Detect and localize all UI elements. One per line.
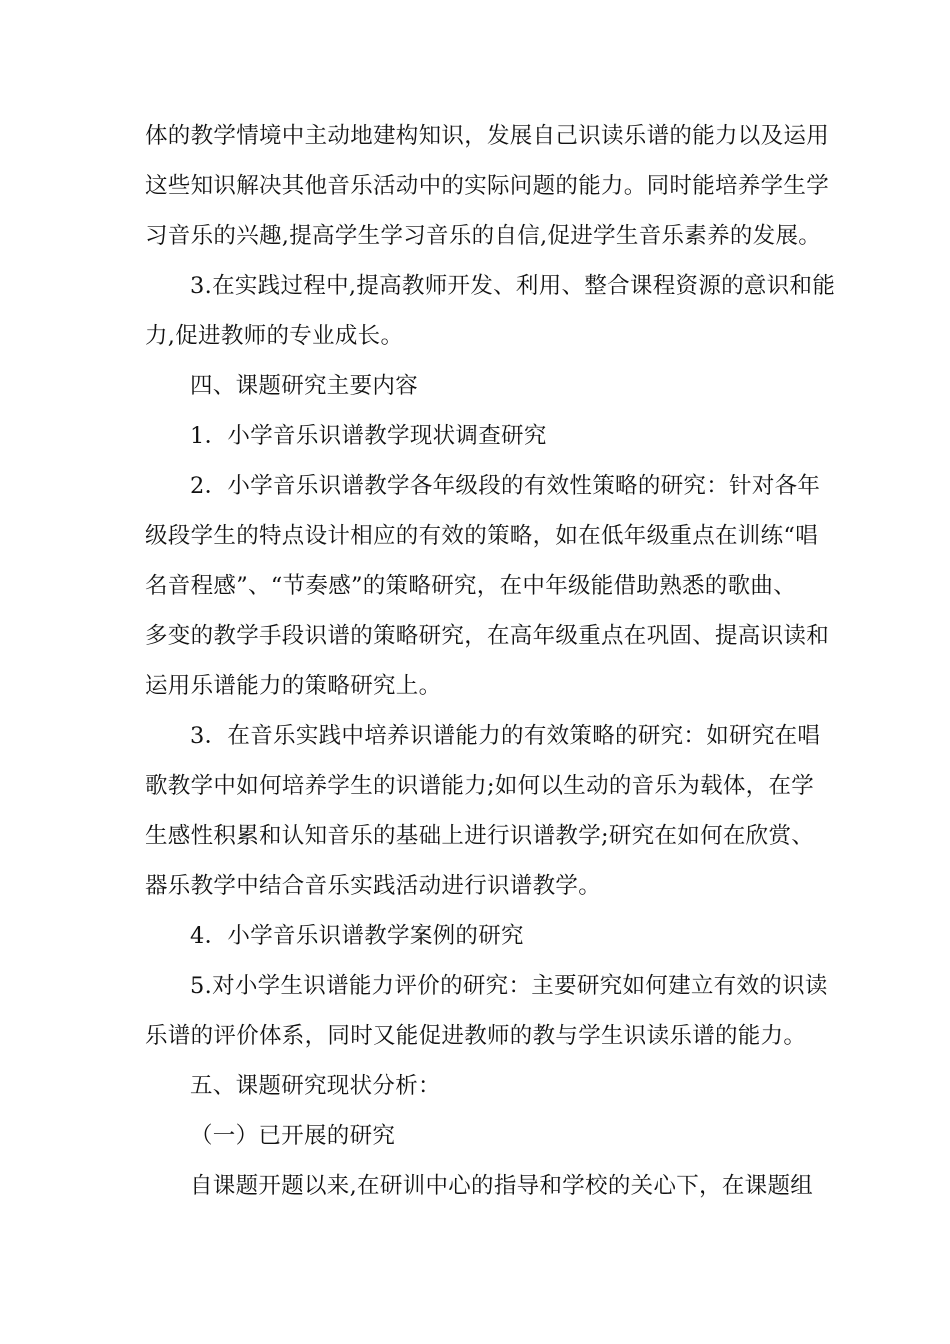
text-line-9: 级段学生的特点设计相应的有效的策略，如在低年级重点在训练“唱 bbox=[145, 523, 819, 549]
text-line-17: 4．小学音乐识谱教学案例的研究 bbox=[190, 923, 524, 949]
text-line-18: 5.对小学生识谱能力评价的研究：主要研究如何建立有效的识读 bbox=[190, 973, 828, 999]
section-heading-4: 四、课题研究主要内容 bbox=[190, 373, 419, 399]
text-line-14: 歌教学中如何培养学生的识谱能力;如何以生动的音乐为载体，在学 bbox=[145, 773, 815, 799]
text-line-1: 体的教学情境中主动地建构知识，发展自己识读乐谱的能力以及运用 bbox=[145, 123, 830, 149]
text-line-13: 3．在音乐实践中培养识谱能力的有效策略的研究：如研究在唱 bbox=[190, 723, 821, 749]
text-line-8: 2．小学音乐识谱教学各年级段的有效性策略的研究：针对各年 bbox=[190, 473, 821, 499]
text-line-12: 运用乐谱能力的策略研究上。 bbox=[145, 673, 442, 699]
text-line-5: 力,促进教师的专业成长。 bbox=[145, 323, 404, 349]
text-line-22: 自课题开题以来,在研训中心的指导和学校的关心下，在课题组 bbox=[190, 1173, 814, 1199]
text-line-16: 器乐教学中结合音乐实践活动进行识谱教学。 bbox=[145, 873, 602, 899]
section-heading-5: 五、课题研究现状分析： bbox=[190, 1073, 441, 1099]
text-line-19: 乐谱的评价体系，同时又能促进教师的教与学生识读乐谱的能力。 bbox=[145, 1023, 807, 1049]
text-line-4: 3.在实践过程中,提高教师开发、利用、整合课程资源的意识和能 bbox=[190, 273, 836, 299]
subsection-heading: （一）已开展的研究 bbox=[190, 1123, 396, 1149]
text-line-2: 这些知识解决其他音乐活动中的实际问题的能力。同时能培养学生学 bbox=[145, 173, 830, 199]
text-line-10: 名音程感”、“节奏感”的策略研究，在中年级能借助熟悉的歌曲、 bbox=[145, 573, 797, 599]
text-line-15: 生感性积累和认知音乐的基础上进行识谱教学;研究在如何在欣赏、 bbox=[145, 823, 815, 849]
text-line-3: 习音乐的兴趣,提高学生学习音乐的自信,促进学生音乐素养的发展。 bbox=[145, 223, 822, 249]
text-line-7: 1．小学音乐识谱教学现状调查研究 bbox=[190, 423, 547, 449]
text-line-11: 多变的教学手段识谱的策略研究，在高年级重点在巩固、提高识读和 bbox=[145, 623, 830, 649]
